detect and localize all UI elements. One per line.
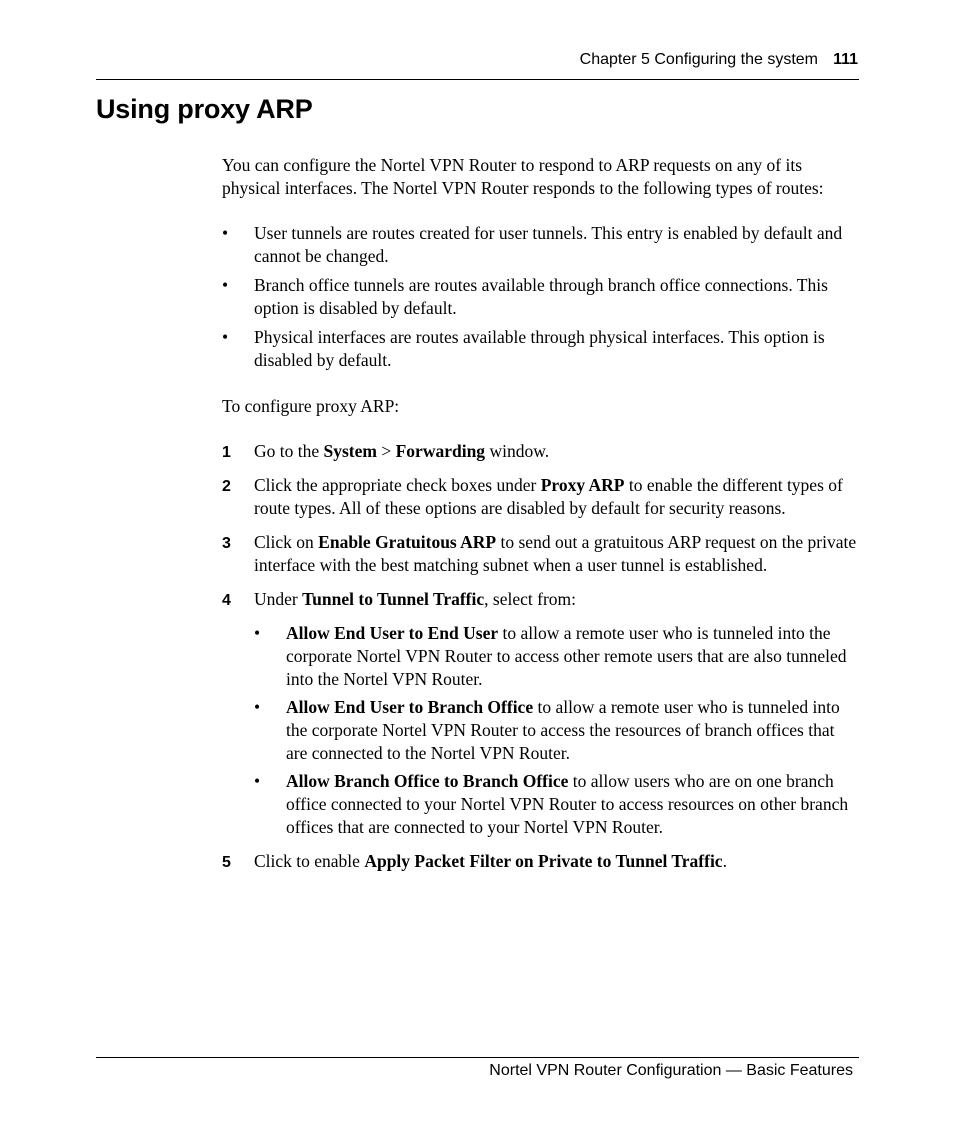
bullet-icon: • [254, 623, 261, 643]
list-item: • Physical interfaces are routes available through physical interfaces. This option is disabled by default. [222, 327, 825, 370]
bullet-icon: • [254, 771, 261, 791]
procedure-lead: To configure proxy ARP: [222, 396, 400, 416]
step-number: 5 [222, 854, 231, 871]
step-number: 2 [222, 478, 231, 495]
list-item: • Branch office tunnels are routes available through branch office connections. This option is disabled by default. [222, 275, 828, 318]
footer-rule [96, 1057, 859, 1058]
step-number: 4 [222, 592, 231, 609]
list-item: • Allow Branch Office to Branch Office to allow users who are on one branch office connected to your Nortel VPN Router to access resources on other branch offices that are connected to your Nortel VPN Router. [254, 771, 849, 837]
step-2: 2 Click the appropriate check boxes under Proxy ARP to enable the different types of route types. All of these options are disabled by default for security reasons. [222, 475, 843, 518]
list-item: • User tunnels are routes created for user tunnels. This entry is enabled by default and cannot be changed. [222, 223, 843, 266]
procedure-steps [222, 440, 858, 873]
intro-paragraph: You can configure the Nortel VPN Router to respond to ARP requests on any of its physical interfaces. The Nortel VPN Router responds to the following types of routes: [222, 155, 824, 198]
bullet-icon: • [222, 223, 229, 243]
chapter-title: Chapter 5 Configuring the system [579, 51, 818, 68]
step-5: 5 Click to enable Apply Packet Filter on Private to Tunnel Traffic. [222, 850, 858, 873]
body-text [222, 154, 858, 884]
traffic-options-list [254, 622, 858, 839]
list-item: • Allow End User to Branch Office to allow a remote user who is tunneled into the corporate Nortel VPN Router to access the resources of branch offices that are connected to the Nortel VPN Router. [254, 697, 840, 763]
step-4: 4 Under Tunnel to Tunnel Traffic, select from: • Allow End User to End User to allow a remote user who is tunneled into the corporate Nortel VPN Router to access other remote users that are also tunneled into the Nortel VPN Router. • Allow End User to Branch Office to allow a remote user who is tunneled into the corporate Nortel VPN Router to access the resources of branch offices that are connected to the Nortel VPN Router. • Allow Branch Office to Branch Office to allow users who are on one branch office connected to your Nortel VPN Router to access resources on other branch offices that are connected to your Nortel VPN Router. [222, 588, 858, 839]
bullet-icon: • [222, 327, 229, 347]
step-1: 1 Go to the System > Forwarding window. [222, 440, 858, 463]
step-number: 1 [222, 444, 231, 461]
page-number: 111 [833, 51, 858, 68]
header-rule [96, 79, 859, 80]
step-number: 3 [222, 535, 231, 552]
bullet-icon: • [254, 697, 261, 717]
running-header [96, 51, 859, 71]
bullet-icon: • [222, 275, 229, 295]
list-item: • Allow End User to End User to allow a remote user who is tunneled into the corporate Nortel VPN Router to access other remote users that are also tunneled into the Nortel VPN Router. [254, 623, 847, 689]
route-types-list [222, 222, 858, 372]
section-title: Using proxy ARP [96, 94, 313, 124]
step-3: 3 Click on Enable Gratuitous ARP to send out a gratuitous ARP request on the private interface with the best matching subnet when a user tunnel is established. [222, 532, 857, 575]
running-footer: Nortel VPN Router Configuration — Basic Features [489, 1062, 853, 1079]
